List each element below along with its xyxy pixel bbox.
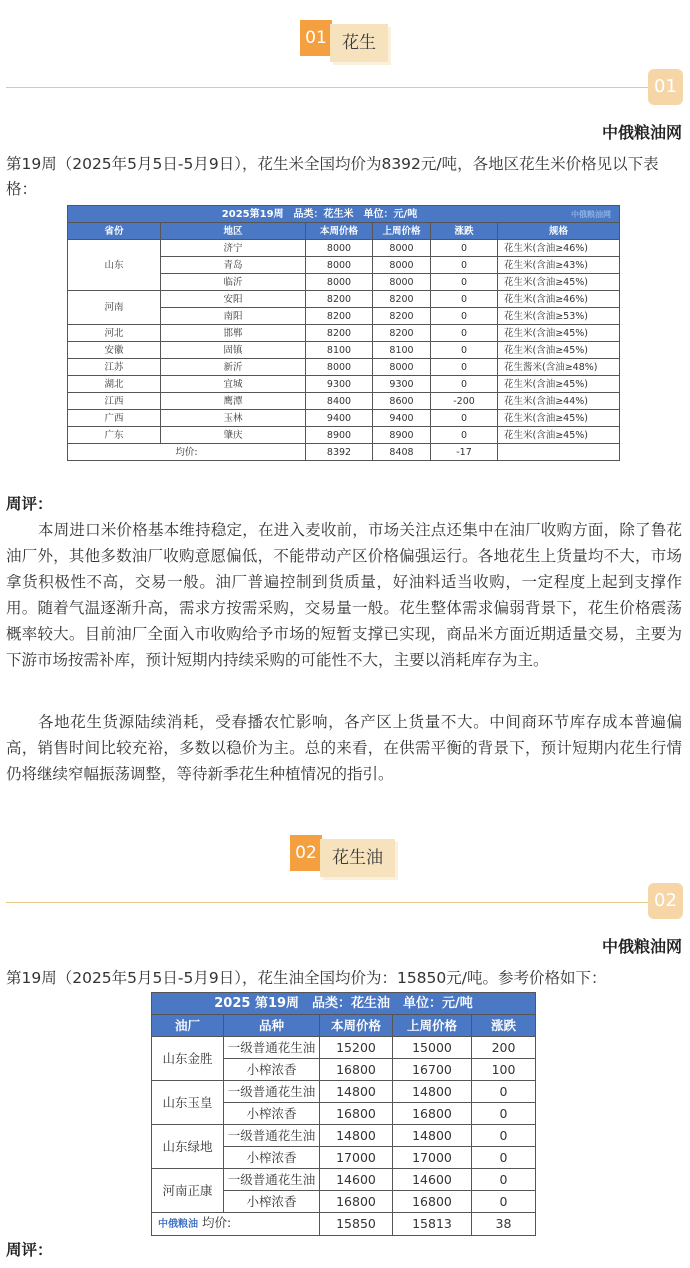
change-cell: 0 — [431, 427, 498, 444]
table-row — [68, 410, 620, 427]
column-header: 涨跌 — [472, 1015, 536, 1037]
source-label: 中俄粮油网 — [601, 123, 682, 142]
divider — [6, 902, 650, 903]
region-cell: 鹰潭 — [161, 393, 306, 410]
this-week-cell: 8200 — [306, 291, 373, 308]
spec-cell: 花生米(含油≥45%) — [498, 325, 620, 342]
spec-cell: 花生米(含油≥53%) — [498, 308, 620, 325]
average-label: 均价: — [68, 444, 306, 461]
variety-cell: 小榨浓香 — [224, 1191, 320, 1213]
change-cell: 0 — [472, 1125, 536, 1147]
province-cell: 江苏 — [68, 359, 161, 376]
section-number-badge: 02 — [290, 835, 322, 871]
change-cell: 0 — [431, 376, 498, 393]
province-cell: 广东 — [68, 427, 161, 444]
average-this-week: 8392 — [306, 444, 373, 461]
average-row — [68, 444, 620, 461]
province-cell: 湖北 — [68, 376, 161, 393]
change-cell: 0 — [431, 410, 498, 427]
last-week-cell: 15000 — [393, 1037, 472, 1059]
table-row — [68, 427, 620, 444]
spec-cell: 花生米(含油≥45%) — [498, 376, 620, 393]
last-week-cell: 17000 — [393, 1147, 472, 1169]
review-paragraph-2: 各地花生货源陆续消耗，受春播农忙影响，各产区上货量不大。中间商环节库存成本普遍偏高，销售时间比较充裕，多数以稳价为主。总的来看，在供需平衡的背景下，预计短期内花生行情仍将继续窄幅振荡调整，等待新季花生种植情况的指引。 — [6, 713, 682, 783]
province-cell: 河北 — [68, 325, 161, 342]
column-header: 规格 — [498, 223, 620, 240]
this-week-cell: 8000 — [306, 257, 373, 274]
spec-cell: 花生米(含油≥46%) — [498, 240, 620, 257]
table-row — [68, 393, 620, 410]
region-cell: 肇庆 — [161, 427, 306, 444]
review-paragraph-1: 本周进口米价格基本维持稳定，在进入麦收前，市场关注点还集中在油厂收购方面，除了鲁花油厂外，其他多数油厂收购意愿偏低，不能带动产区价格偏强运行。各地花生上货量均不大，市场拿货积极性不高，交易一般。油厂普遍控制到货质量，好油料适当收购，一定程度上起到支撑作用。随着气温逐渐升高，需求方按需采购，交易量一般。花生整体需求偏弱背景下，花生价格震荡概率较大。目前油厂全面入市收购给予市场的短暂支撑已实现，商品米方面近期适量交易，主要为下游市场按需补库，预计短期内持续采购的可能性不大，主要以消耗库存为主。 — [6, 521, 682, 669]
last-week-cell: 8100 — [373, 342, 431, 359]
factory-cell: 河南正康 — [152, 1169, 224, 1213]
spec-cell: 花生米(含油≥44%) — [498, 393, 620, 410]
this-week-cell: 14800 — [320, 1125, 393, 1147]
column-header: 油厂 — [152, 1015, 224, 1037]
change-cell: 0 — [431, 359, 498, 376]
average-last-week: 15813 — [393, 1213, 472, 1236]
this-week-cell: 16800 — [320, 1103, 393, 1125]
intro-text: 第19周（2025年5月5日-5月9日），花生油全国均价为：15850元/吨。参考价格如下： — [6, 969, 607, 987]
last-week-cell: 14600 — [393, 1169, 472, 1191]
factory-cell: 山东绿地 — [152, 1125, 224, 1169]
review-label: 周评： — [6, 495, 53, 513]
change-cell: -200 — [431, 393, 498, 410]
table-row — [152, 1081, 536, 1103]
change-cell: 0 — [472, 1169, 536, 1191]
change-cell: 0 — [472, 1191, 536, 1213]
table-title: 2025 第19周 品类：花生油 单位：元/吨 — [152, 993, 536, 1015]
spec-cell: 花生米(含油≥43%) — [498, 257, 620, 274]
intro-text: 第19周（2025年5月5日-5月9日），花生米全国均价为8392元/吨，各地区花生米价格见以下表格： — [6, 155, 659, 198]
column-header: 本周价格 — [306, 223, 373, 240]
average-change: -17 — [431, 444, 498, 461]
source-label: 中俄粮油网 — [601, 937, 682, 956]
this-week-cell: 8400 — [306, 393, 373, 410]
spec-cell: 花生米(含油≥45%) — [498, 410, 620, 427]
spec-cell: 花生米(含油≥46%) — [498, 291, 620, 308]
this-week-cell: 8200 — [306, 325, 373, 342]
table-title-text: 2025第19周 品类：花生米 单位：元/吨 — [221, 208, 418, 220]
table-header-row — [68, 223, 620, 240]
region-cell: 邯郸 — [161, 325, 306, 342]
this-week-cell: 14600 — [320, 1169, 393, 1191]
this-week-cell: 8000 — [306, 359, 373, 376]
variety-cell: 小榨浓香 — [224, 1103, 320, 1125]
change-cell: 100 — [472, 1059, 536, 1081]
region-cell: 固镇 — [161, 342, 306, 359]
region-cell: 宜城 — [161, 376, 306, 393]
corner-number-badge: 02 — [648, 883, 683, 919]
last-week-cell: 8000 — [373, 359, 431, 376]
factory-cell: 山东玉皇 — [152, 1081, 224, 1125]
variety-cell: 一级普通花生油 — [224, 1037, 320, 1059]
this-week-cell: 15200 — [320, 1037, 393, 1059]
peanut-oil-price-table — [151, 992, 536, 1236]
change-cell: 0 — [472, 1103, 536, 1125]
region-cell: 济宁 — [161, 240, 306, 257]
section-title: 花生 — [330, 24, 388, 62]
table-row — [152, 1125, 536, 1147]
this-week-cell: 14800 — [320, 1081, 393, 1103]
spec-cell: 花生米(含油≥45%) — [498, 427, 620, 444]
empty-cell — [498, 444, 620, 461]
region-cell: 安阳 — [161, 291, 306, 308]
column-header: 本周价格 — [320, 1015, 393, 1037]
last-week-cell: 16800 — [393, 1191, 472, 1213]
this-week-cell: 8200 — [306, 308, 373, 325]
table-row — [68, 376, 620, 393]
province-cell: 安徽 — [68, 342, 161, 359]
review-label: 周评： — [6, 1241, 53, 1259]
last-week-cell: 8600 — [373, 393, 431, 410]
region-cell: 南阳 — [161, 308, 306, 325]
table-row — [152, 1169, 536, 1191]
change-cell: 0 — [431, 240, 498, 257]
region-cell: 新沂 — [161, 359, 306, 376]
change-cell: 0 — [472, 1147, 536, 1169]
column-header: 品种 — [224, 1015, 320, 1037]
change-cell: 0 — [431, 274, 498, 291]
variety-cell: 一级普通花生油 — [224, 1125, 320, 1147]
table-row — [68, 342, 620, 359]
last-week-cell: 8900 — [373, 427, 431, 444]
last-week-cell: 14800 — [393, 1081, 472, 1103]
this-week-cell: 9300 — [306, 376, 373, 393]
average-label: 均价: — [201, 1215, 232, 1230]
this-week-cell: 8000 — [306, 274, 373, 291]
change-cell: 0 — [431, 257, 498, 274]
last-week-cell: 16700 — [393, 1059, 472, 1081]
last-week-cell: 14800 — [393, 1125, 472, 1147]
watermark-logo: 中俄粮油 — [158, 1219, 198, 1230]
average-row — [152, 1213, 536, 1236]
divider — [6, 87, 650, 88]
last-week-cell: 8000 — [373, 274, 431, 291]
spec-cell: 花生米(含油≥45%) — [498, 342, 620, 359]
table-row — [152, 1037, 536, 1059]
peanut-price-table — [67, 205, 620, 461]
section-number-badge: 01 — [300, 20, 332, 56]
variety-cell: 小榨浓香 — [224, 1059, 320, 1081]
this-week-cell: 9400 — [306, 410, 373, 427]
change-cell: 0 — [431, 325, 498, 342]
table-row — [68, 240, 620, 257]
average-last-week: 8408 — [373, 444, 431, 461]
table-row — [68, 325, 620, 342]
column-header: 上周价格 — [393, 1015, 472, 1037]
change-cell: 0 — [472, 1081, 536, 1103]
variety-cell: 小榨浓香 — [224, 1147, 320, 1169]
corner-number-badge: 01 — [648, 69, 683, 105]
column-header: 省份 — [68, 223, 161, 240]
province-cell: 广西 — [68, 410, 161, 427]
this-week-cell: 8900 — [306, 427, 373, 444]
column-header: 涨跌 — [431, 223, 498, 240]
spec-cell: 花生酱米(含油≥48%) — [498, 359, 620, 376]
region-cell: 玉林 — [161, 410, 306, 427]
this-week-cell: 17000 — [320, 1147, 393, 1169]
factory-cell: 山东金胜 — [152, 1037, 224, 1081]
table-header-row — [152, 1015, 536, 1037]
column-header: 地区 — [161, 223, 306, 240]
this-week-cell: 8000 — [306, 240, 373, 257]
table-title — [68, 206, 620, 223]
change-cell: 0 — [431, 342, 498, 359]
change-cell: 200 — [472, 1037, 536, 1059]
last-week-cell: 8200 — [373, 325, 431, 342]
variety-cell: 一级普通花生油 — [224, 1081, 320, 1103]
region-cell: 青岛 — [161, 257, 306, 274]
last-week-cell: 9300 — [373, 376, 431, 393]
last-week-cell: 8200 — [373, 308, 431, 325]
table-row — [68, 291, 620, 308]
province-cell: 河南 — [68, 291, 161, 325]
last-week-cell: 9400 — [373, 410, 431, 427]
province-cell: 山东 — [68, 240, 161, 291]
variety-cell: 一级普通花生油 — [224, 1169, 320, 1191]
average-label-cell — [152, 1213, 320, 1236]
spec-cell: 花生米(含油≥45%) — [498, 274, 620, 291]
last-week-cell: 8200 — [373, 291, 431, 308]
watermark-logo: 中俄粮油网 — [571, 209, 611, 219]
province-cell: 江西 — [68, 393, 161, 410]
change-cell: 0 — [431, 291, 498, 308]
average-this-week: 15850 — [320, 1213, 393, 1236]
this-week-cell: 16800 — [320, 1059, 393, 1081]
table-row — [68, 359, 620, 376]
region-cell: 临沂 — [161, 274, 306, 291]
this-week-cell: 16800 — [320, 1191, 393, 1213]
this-week-cell: 8100 — [306, 342, 373, 359]
average-change: 38 — [472, 1213, 536, 1236]
section-title: 花生油 — [320, 839, 395, 877]
last-week-cell: 8000 — [373, 240, 431, 257]
change-cell: 0 — [431, 308, 498, 325]
last-week-cell: 16800 — [393, 1103, 472, 1125]
column-header: 上周价格 — [373, 223, 431, 240]
last-week-cell: 8000 — [373, 257, 431, 274]
